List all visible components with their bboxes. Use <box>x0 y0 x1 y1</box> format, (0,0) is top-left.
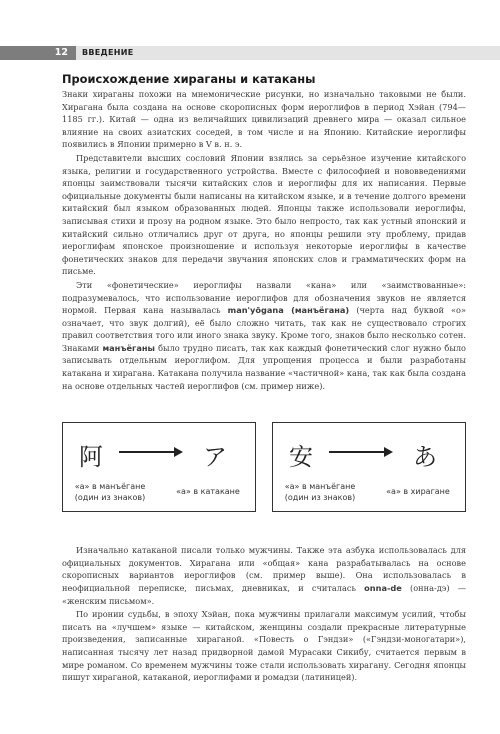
arrow-right-icon <box>119 447 183 457</box>
katakana-glyph: ア <box>203 443 227 472</box>
paragraph-1: Знаки хираганы похожи на мнемонические рисунки, но изначально таковыми не были. Хирагана была создана на основе скорописных форм иероглифов в период Хэйан (794—1185 гг.). Китай — одна из величайших цивилизаций древнего мира — оказал сильное влияние на своих азиатских соседей, в том числе и на Японию. Китайские иероглифы появились в Японии примерно в V в. н. э. <box>62 89 466 150</box>
paragraph-3-text-b: (черта над буквой «о» означает, что звук долгий), её было сложно читать, так как не существовало строгих правил соответствия того или иного знака звуку. Кроме того, знаков было несколько сотен. Знаками <box>62 305 466 353</box>
term-manyogana: man'yōgana (манъёгана) <box>227 305 350 316</box>
paragraph-5: По иронии судьбы, в эпоху Хэйан, пока мужчины прилагали максимум усилий, чтобы писать на «лучшем» языке — китайском, женщины создали прекрасные литературные произведения, записанные хираганой. «Повесть о Гэндзи» («Гэндзи-моногатари»), написанная тысячу лет назад придворной дамой Мурасаки Сикибу, считается первым в мире романом. Со временем мужчины тоже стали использовать хирагану. Сегодня японцы пишут хираганой, катаканой, иероглифами и ромадзи (латиницей). <box>62 609 466 683</box>
caption-manyogana: «a» в манъёгане (один из знаков) <box>284 482 356 503</box>
katakana-example-box <box>62 422 256 512</box>
term-manyogana-short: манъёганы <box>102 342 155 353</box>
section-heading: Происхождение хираганы и катаканы <box>62 72 316 86</box>
section-label: ВВЕДЕНИЕ <box>82 48 134 57</box>
paragraph-3 <box>62 279 466 392</box>
arrow-right-icon <box>329 447 393 457</box>
caption-hiragana: «a» в хирагане <box>386 487 450 497</box>
page-content <box>62 72 466 684</box>
kanji-glyph: 阿 <box>79 443 103 472</box>
kanji-glyph: 安 <box>289 443 313 472</box>
kana-origin-figure <box>62 422 466 514</box>
paragraph-2: Представители высших сословий Японии взялись за серьёзное изучение китайского языка, религии и государственного устройства. Вместе с философией и нововведениями японцы заимствовали тысячи китайских слов и иероглифы для их написания. Первые официальные документы были написаны на китайском языке, и в течение долгого времени китайский был языком образованных людей. Японцы также использовали иероглифы, записывая стихи и прозу на родном языке. Это было непросто, так как устный японский и китайский сильно отличались друг от друга, но японцы решили эту проблему, придав иероглифам японское произношение и используя некоторые иероглифы в качестве фонетических знаков для передачи звучания японских слов и грамматических форм на письме. <box>62 152 466 277</box>
paragraph-3-text-c: было трудно писать, так как каждый фонетический слог нужно было записывать отдельным иероглифом. Для упрощения процесса и были разработаны катакана и хирагана. Катакана получила название «частичной» кана, так как была создана на основе отдельных частей иероглифов (см. пример ниже). <box>62 342 466 391</box>
caption-manyogana: «a» в манъёгане (один из знаков) <box>74 482 146 503</box>
paragraph-3-text-a: Эти «фонетические» иероглифы назвали «кана» или «заимствованные»: подразумевалось, что использование иероглифов для обозначения звуков не является нормой. Первая кана называлась <box>62 279 466 316</box>
paragraph-4 <box>62 544 466 607</box>
page-number: 12 <box>0 46 76 60</box>
hiragana-glyph: あ <box>413 443 437 472</box>
paragraph-4-text-b: (онна-дэ) — «женским письмом». <box>62 583 467 606</box>
hiragana-example-box <box>272 422 466 512</box>
paragraph-4-text-a: Изначально катаканой писали только мужчины. Также эта азбука использовалась для официальных документов. Хирагана или «общая» кана разрабатывалась на основе скорописных вариантов иероглифов (см. пример выше). Она использовалась в неофициальной переписке, письмах, дневниках, и считалась <box>62 545 466 594</box>
page-header <box>0 46 500 60</box>
term-onna-de: onna-de <box>364 583 402 594</box>
caption-katakana: «a» в катакане <box>176 487 240 497</box>
